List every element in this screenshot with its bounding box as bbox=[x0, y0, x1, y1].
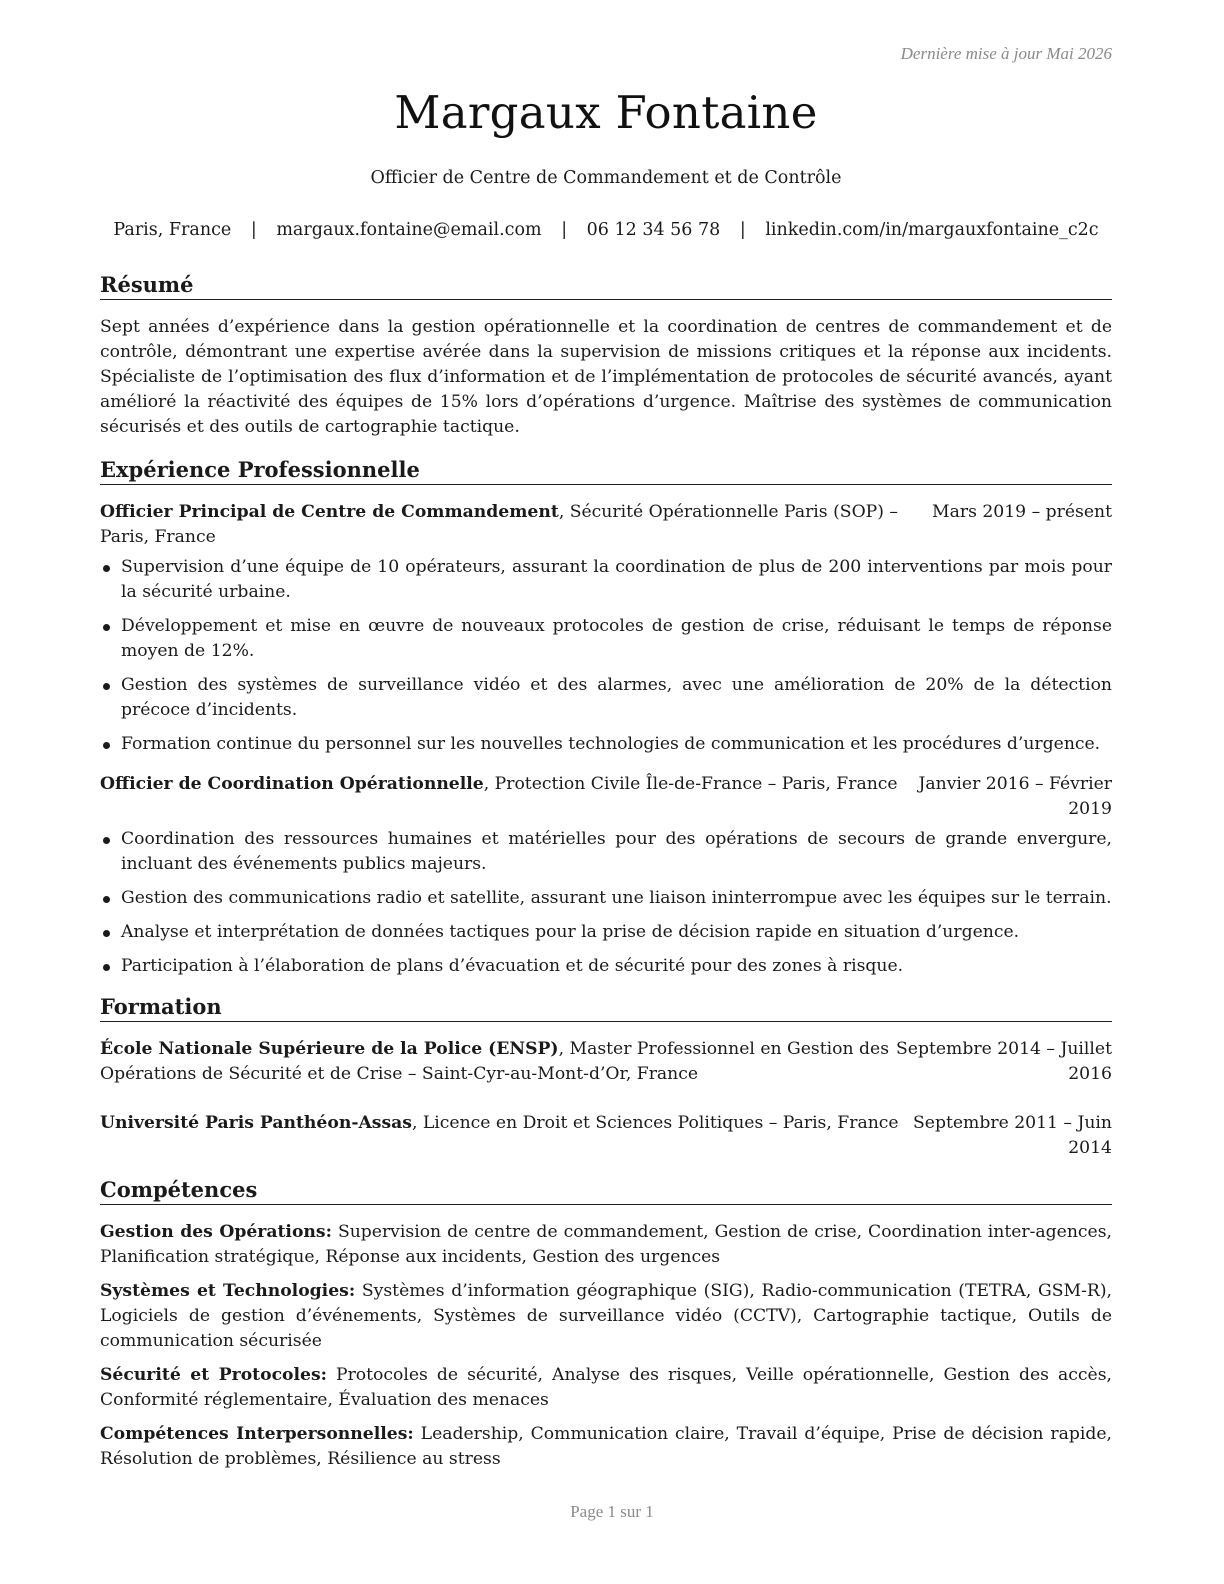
job-dates: Mars 2019 – présent bbox=[932, 502, 1112, 522]
contact-email[interactable]: margaux.fontaine@email.com bbox=[276, 220, 542, 240]
skill-text: Protocoles de sécurité, Analyse des risques, Veille opérationnelle, Gestion des accès, Conformité réglementaire, Évaluation des menaces bbox=[100, 1365, 1112, 1410]
last-updated: Dernière mise à jour Mai 2026 bbox=[900, 44, 1112, 63]
school-name: École Nationale Supérieure de la Police (ENSP) bbox=[100, 1039, 559, 1059]
education-item bbox=[100, 1111, 1112, 1161]
skill-label: Gestion des Opérations: bbox=[100, 1222, 332, 1242]
skill-text: Supervision de centre de commandement, Gestion de crise, Coordination inter-agences, Planification stratégique, Réponse aux incidents, Gestion des urgences bbox=[100, 1222, 1112, 1267]
skill-text: Leadership, Communication claire, Travail d’équipe, Prise de décision rapide, Résolution de problèmes, Résilience au stress bbox=[100, 1424, 1112, 1469]
section-skills-heading: Compétences bbox=[100, 1177, 1112, 1205]
page-number: Page 1 sur 1 bbox=[570, 1502, 654, 1521]
contact-separator: | bbox=[561, 220, 568, 240]
job-org: , Sécurité Opérationnelle Paris (SOP) – bbox=[558, 502, 898, 522]
degree-place: Opérations de Sécurité et de Crise – Saint-Cyr-au-Mont-d’Or, France bbox=[100, 1064, 699, 1084]
list-item: Développement et mise en œuvre de nouveaux protocoles de gestion de crise, réduisant le temps de réponse moyen de 12%. bbox=[100, 614, 1112, 664]
school-name: Université Paris Panthéon-Assas bbox=[100, 1113, 412, 1133]
list-item: Formation continue du personnel sur les nouvelles technologies de communication et les procédures d’urgence. bbox=[100, 732, 1112, 757]
skill-label: Compétences Interpersonnelles: bbox=[100, 1424, 414, 1444]
education-item bbox=[100, 1037, 1112, 1087]
job-role: Officier Principal de Centre de Commandement bbox=[100, 502, 559, 522]
skill-group bbox=[100, 1363, 1112, 1413]
candidate-name: Margaux Fontaine bbox=[394, 86, 818, 139]
job-header bbox=[100, 500, 1112, 550]
section-experience-heading: Expérience Professionnelle bbox=[100, 457, 1112, 485]
section-education-heading: Formation bbox=[100, 994, 1112, 1022]
education-dates: Septembre 2011 – Juin 2014 bbox=[913, 1113, 1112, 1158]
skill-group bbox=[100, 1279, 1112, 1354]
job-place: Paris, France bbox=[100, 527, 216, 547]
job-org: , Protection Civile Île-de-France – Paris, France bbox=[483, 774, 898, 794]
contact-separator: | bbox=[250, 220, 257, 240]
list-item: Analyse et interprétation de données tactiques pour la prise de décision rapide en situation d’urgence. bbox=[100, 920, 1112, 945]
contact-line bbox=[100, 220, 1112, 240]
skill-group bbox=[100, 1422, 1112, 1472]
job-dates: Janvier 2016 – Février 2019 bbox=[918, 774, 1112, 819]
contact-phone: 06 12 34 56 78 bbox=[586, 220, 721, 240]
education-dates: Septembre 2014 – Juillet 2016 bbox=[896, 1039, 1112, 1084]
skill-label: Sécurité et Protocoles: bbox=[100, 1365, 327, 1385]
job-bullets bbox=[100, 555, 1112, 766]
contact-linkedin[interactable]: linkedin.com/in/margauxfontaine_c2c bbox=[765, 220, 1099, 240]
list-item: Gestion des communications radio et satellite, assurant une liaison ininterrompue avec les équipes sur le terrain. bbox=[100, 886, 1112, 911]
job-role: Officier de Coordination Opérationnelle bbox=[100, 774, 484, 794]
job-title: Officier de Centre de Commandement et de Contrôle bbox=[370, 168, 842, 188]
summary-text: Sept années d’expérience dans la gestion opérationnelle et la coordination de centres de commandement et de contrôle, démontrant une expertise avérée dans la supervision de missions critiques et la réponse aux incidents. Spécialiste de l’optimisation des flux d’information et de l’implémentation de protocoles de sécurité avancés, ayant amélioré la réactivité des équipes de 15% lors d’opérations d’urgence. Maîtrise des systèmes de communication sécurisés et des outils de cartographie tactique. bbox=[100, 317, 1112, 437]
degree: , Master Professionnel en Gestion des bbox=[558, 1039, 890, 1059]
degree: , Licence en Droit et Sciences Politiques – Paris, France bbox=[411, 1113, 899, 1133]
skill-text: Systèmes d’information géographique (SIG), Radio-communication (TETRA, GSM-R), Logiciels de gestion d’événements, Systèmes de surveillance vidéo (CCTV), Cartographie tactique, Outils de communication sécurisée bbox=[100, 1281, 1112, 1351]
contact-separator: | bbox=[739, 220, 746, 240]
contact-location: Paris, France bbox=[113, 220, 232, 240]
job-bullets bbox=[100, 827, 1112, 988]
list-item: Participation à l’élaboration de plans d’évacuation et de sécurité pour des zones à risque. bbox=[100, 954, 1112, 979]
skill-label: Systèmes et Technologies: bbox=[100, 1281, 356, 1301]
list-item: Coordination des ressources humaines et matérielles pour des opérations de secours de grande envergure, incluant des événements publics majeurs. bbox=[100, 827, 1112, 877]
skill-group bbox=[100, 1220, 1112, 1270]
list-item: Supervision d’une équipe de 10 opérateurs, assurant la coordination de plus de 200 interventions par mois pour la sécurité urbaine. bbox=[100, 555, 1112, 605]
section-summary-heading: Résumé bbox=[100, 272, 1112, 300]
list-item: Gestion des systèmes de surveillance vidéo et des alarmes, avec une amélioration de 20% de la détection précoce d’incidents. bbox=[100, 673, 1112, 723]
job-header bbox=[100, 772, 1112, 822]
